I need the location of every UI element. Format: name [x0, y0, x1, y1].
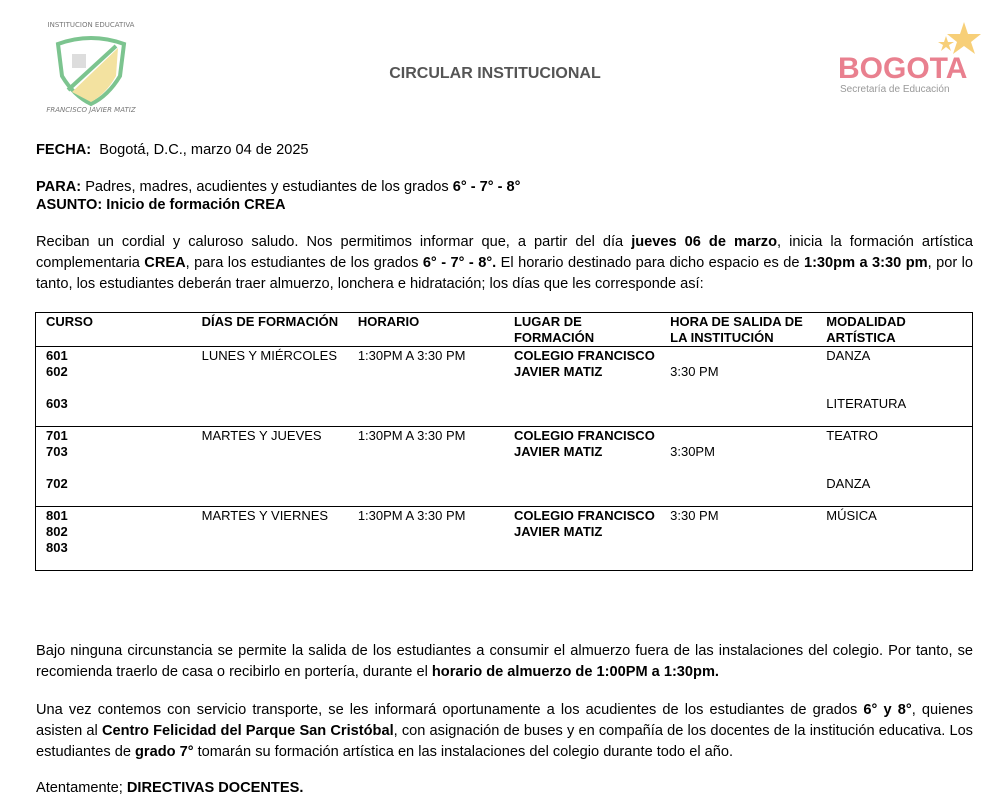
para-asunto: [36, 178, 973, 214]
table-cell: 701 703: [46, 428, 68, 459]
table-cell: MODALIDAD ARTÍSTICA: [816, 313, 972, 347]
transport-paragraph: Una vez contemos con servicio transporte, se les informará oportunamente a los acudientes de los estudiantes de grados 6° y 8°, quienes asisten al Centro Felicidad del Parque San Cristóbal, con asignación de buses y en compañía de los docentes de la institución educativa. Los estudiantes de grado 7° tomarán su formación artística en las instalaciones del colegio durante todo el año.: [36, 702, 974, 760]
table-cell: CURSO: [36, 313, 192, 347]
table-cell: HORARIO: [348, 313, 504, 347]
table-cell: MARTES Y JUEVES: [201, 428, 322, 443]
table-cell: 1:30PM A 3:30 PM: [357, 428, 466, 443]
schedule-table: [35, 312, 973, 571]
table-cell: [660, 460, 816, 507]
table-cell: TEATRO: [826, 428, 879, 443]
table-cell: 603: [36, 380, 192, 427]
table-cell: COLEGIO FRANCISCO JAVIER MATIZ: [513, 508, 655, 539]
table-cell: 3:30 PM: [670, 508, 719, 523]
table-cell: DÍAS DE FORMACIÓN: [192, 313, 348, 347]
table-cell: COLEGIO FRANCISCO JAVIER MATIZ: [513, 348, 655, 379]
table-cell: [348, 380, 504, 427]
svg-text:Secretaría de Educación: Secretaría de Educación: [840, 84, 950, 95]
table-cell: [504, 460, 660, 507]
table-cell: DANZA: [816, 460, 972, 507]
table-cell: 702: [36, 460, 192, 507]
lunch-paragraph: Bajo ninguna circunstancia se permite la salida de los estudiantes a consumir el almuerzo fuera de las instalaciones del colegio. Por tanto, se recomienda traerlo de casa o recibirlo en portería, durante el horario de almuerzo de 1:00PM a 1:30pm.: [36, 643, 973, 680]
svg-text:INSTITUCION EDUCATIVA: INSTITUCION EDUCATIVA: [47, 21, 135, 29]
table-row: [36, 507, 973, 571]
table-cell: COLEGIO FRANCISCO JAVIER MATIZ: [513, 428, 655, 459]
bogota-logo: [836, 20, 986, 100]
fecha-line: FECHA: Bogotá, D.C., marzo 04 de 2025: [36, 142, 309, 158]
table-cell: 601 602: [46, 348, 68, 379]
table-cell: [192, 460, 348, 507]
table-cell: [504, 380, 660, 427]
table-cell: LUGAR DE FORMACIÓN: [504, 313, 660, 347]
asunto-line: ASUNTO: Inicio de formación CREA: [36, 197, 286, 213]
table-cell: 3:30PM: [670, 444, 715, 459]
table-row: [36, 380, 973, 427]
table-cell: 1:30PM A 3:30 PM: [357, 508, 466, 523]
table-row: [36, 427, 973, 461]
table-cell: MÚSICA: [826, 508, 877, 523]
table-cell: [348, 460, 504, 507]
table-cell: 1:30PM A 3:30 PM: [357, 348, 466, 363]
closing-line: Atentamente; DIRECTIVAS DOCENTES.: [36, 780, 304, 796]
document-title: CIRCULAR INSTITUCIONAL: [389, 65, 601, 82]
table-header: [36, 313, 973, 347]
table-cell: DANZA: [826, 348, 871, 363]
para-line: PARA: Padres, madres, acudientes y estudiantes de los grados 6° - 7° - 8°: [36, 179, 521, 195]
svg-text:BOGOTA: BOGOTA: [838, 52, 968, 85]
table-cell: LITERATURA: [816, 380, 972, 427]
table-cell: [192, 380, 348, 427]
table-row: [36, 460, 973, 507]
table-cell: HORA DE SALIDA DE LA INSTITUCIÓN: [660, 313, 816, 347]
table-cell: [660, 380, 816, 427]
svg-text:FRANCISCO JAVIER MATIZ: FRANCISCO JAVIER MATIZ: [46, 106, 136, 114]
table-cell: 3:30 PM: [670, 364, 719, 379]
table-cell: LUNES Y MIÉRCOLES: [201, 348, 338, 363]
intro-paragraph: Reciban un cordial y caluroso saludo. Nos permitimos informar que, a partir del día jueves 06 de marzo, inicia la formación artística complementaria CREA, para los estudiantes de los grados 6° - 7° - 8°. El horario destinado para dicho espacio es de 1:30pm a 3:30 pm, por lo tanto, los estudiantes deberán traer almuerzo, lonchera e hidratación; los días que les corresponde así:: [36, 234, 973, 292]
school-logo: [28, 14, 154, 114]
table-row: [36, 347, 973, 381]
table-cell: MARTES Y VIERNES: [201, 508, 329, 523]
table-cell: 801 802 803: [46, 508, 68, 555]
